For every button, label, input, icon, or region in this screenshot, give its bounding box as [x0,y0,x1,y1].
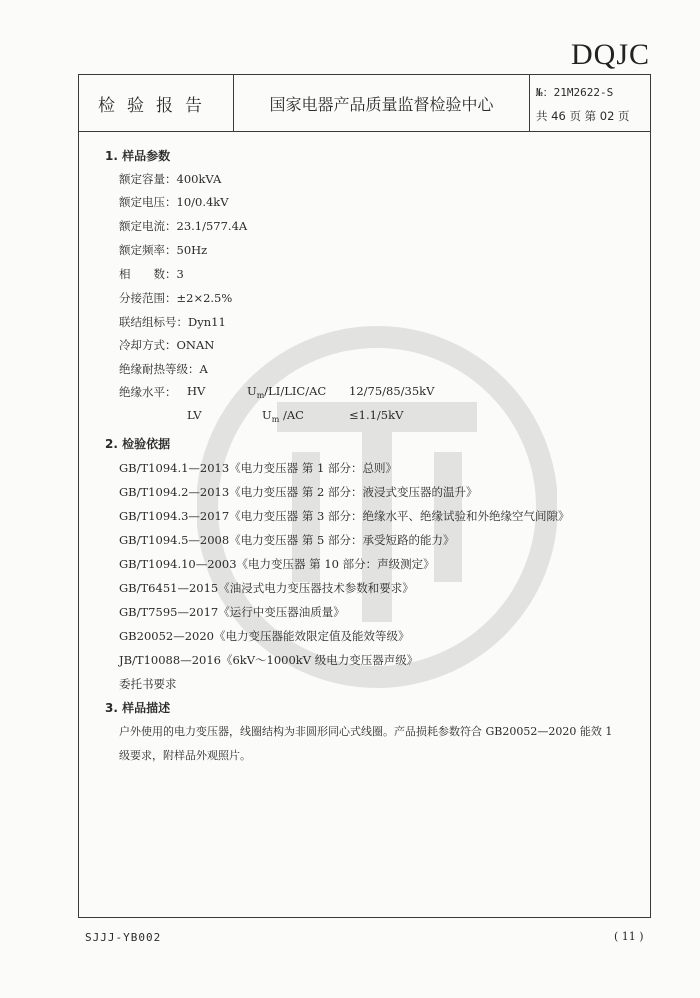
param-cooling: 冷却方式：ONAN [119,338,215,352]
insulation-label: 绝缘水平： [119,385,177,399]
lv-designation: $U_m$ /AC [262,408,304,424]
standard-item: JB/T10088—2016《6kV～1000kV 级电力变压器声级》 [119,653,419,667]
report-meta [530,75,650,131]
report-label: 检验报告 [79,75,234,131]
section-title-parameters: 1. 样品参数 [105,149,171,163]
hv-label: HV [187,384,206,398]
standard-item: GB/T1094.10—2003《电力变压器 第 10 部分：声级测定》 [119,557,435,571]
standard-item: GB/T7595—2017《运行中变压器油质量》 [119,605,345,619]
watermark-logo-icon [197,307,557,707]
form-code: SJJJ-YB002 [85,931,162,944]
param-rated-capacity: 额定容量：400kVA [119,172,222,186]
param-vector-group: 联结组标号：Dyn11 [119,315,226,329]
lv-label: LV [187,408,202,422]
lv-value: ≤1.1/5kV [349,408,404,422]
section-title-description: 3. 样品描述 [105,701,171,715]
hv-designation: $U_m/LI/LIC/AC$ [247,384,327,400]
param-rated-current: 额定电流：23.1/577.4A [119,219,248,233]
param-tap-range: 分接范围：±2×2.5% [119,291,233,305]
param-rated-frequency: 额定频率：50Hz [119,243,208,257]
section-title-basis: 2. 检验依据 [105,437,171,451]
brand-mark: DQJC [570,38,650,71]
organization-name: 国家电器产品质量监督检验中心 [234,75,530,131]
standard-item: GB/T1094.3—2017《电力变压器 第 3 部分：绝缘水平、绝缘试验和外绝缘空气间隙》 [119,509,570,523]
report-frame [78,74,651,918]
hv-value: 12/75/85/35kV [349,384,435,398]
param-phases: 相 数：3 [119,267,184,281]
report-header [79,75,650,132]
page-count: 共 46 页 第 02 页 [536,109,630,123]
standard-item: GB/T1094.5—2008《电力变压器 第 5 部分：承受短路的能力》 [119,533,455,547]
standard-item: 委托书要求 [119,677,177,691]
sheet-number: ( 11 ) [614,930,644,943]
standard-item: GB/T6451—2015《油浸式电力变压器技术参数和要求》 [119,581,414,595]
standard-item: GB/T1094.1—2013《电力变压器 第 1 部分：总则》 [119,461,397,475]
description-line: 级要求，附样品外观照片。 [119,749,251,762]
description-line: 户外使用的电力变压器，线圈结构为非圆形同心式线圈。产品损耗参数符合 GB20052—2020 能效 1 [119,725,613,738]
report-number: №：21M2622-S [536,86,614,99]
param-insulation-class: 绝缘耐热等级：A [119,362,208,376]
param-rated-voltage: 额定电压：10/0.4kV [119,195,229,209]
standard-item: GB/T1094.2—2013《电力变压器 第 2 部分：液浸式变压器的温升》 [119,485,478,499]
standard-item: GB20052—2020《电力变压器能效限定值及能效等级》 [119,629,410,643]
